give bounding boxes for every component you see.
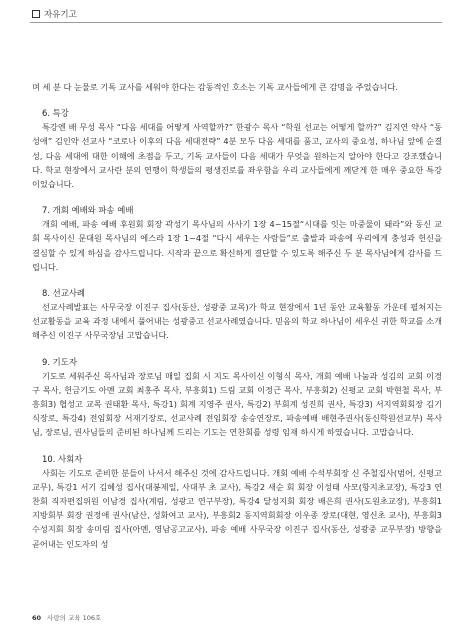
section-title: 8. 선교사례: [42, 288, 86, 299]
section-worship: [32, 203, 442, 274]
header-divider: [30, 22, 442, 23]
page-number: 60: [32, 613, 42, 622]
section-paragraph: 선교사례발표는 사무국장 이진구 집사(동산, 성광중 교목)가 학교 현장에서 1년 동안 교육활동 가운데 펼쳐지는 선교활동을 교육 과정 내에서 풀어내는 성광중고 선교사례였습니다. 믿음의 학교 하나님이 세우신 귀한 학교를 소개해주신 이진구 사무국장님 고맙습니다.: [32, 302, 442, 341]
section-mission-case: [32, 286, 442, 343]
section-paragraph: 특강엔 배 무성 목사 “다음 세대를 어떻게 사역할까?” 한광수 목사 “학원 선교는 어떻게 할까?” 김지연 약사 “동성애” 김인약 선교사 “코로나 이후의 다음 세대전략” 4분 모두 다음 세대를 품고, 교사의 중요성, 하나님 앞에 순결성, 다음 세대에 대한 이해에 초점을 두고, 기독 교사들이 다음 세대가 무엇을 원하는지 알아야 한다고 강조했습니다. 학교 현장에서 교사란 분의 연행이 학생들의 평생진로를 좌우함을 우리 교사들에게 깨닫게 한 매우 중요한 특강이었습니다.: [32, 122, 442, 190]
section-special-lecture: [32, 106, 442, 191]
section-title: 9. 기도자: [42, 356, 77, 367]
section-moderator: [32, 452, 442, 551]
section-paragraph: 개회 예배, 파송 예배 후원회 회장 곽성기 목사님의 사사기 1장 4~15절“시대를 잇는 마중물이 돼라”와 동신 교회 목사이신 문대원 목사님의 에스라 1장 1~4절 “다시 세우는 사람들”로 출발과 파송에 우리에게 충성과 헌신을 결심할 수 있게 하심을 감사드립니다. 시작과 끝으로 확신하게 결단할 수 있도록 해주신 두 분 목사님에게 감사를 드립니다.: [32, 219, 442, 272]
section-prayer: [32, 355, 442, 440]
section-paragraph: 기도로 세워주신 목사님과 장로님 매일 집회 시 지도 목사이신 이형식 목사, 개회 예배 나눔과 성김의 교회 이경구 목사, 헌금기도 아멘 교회 최홍주 목사, 부흥회1) 드림 교회 이정근 목사, 부흥회2) 신평교 교회 박현철 목사, 부흥회3) 협성고 교목 권태환 목사, 특강1) 회계 지영주 권사, 특강2) 부회계 성진희 권사, 특강3) 서지역회회장 김기식장로, 특강4) 전임회장 서재기장로, 선교사례 전임회장 송승연장로, 파송예배 배현주권사(동신학원선교부) 목사님, 장로님, 권사님들의 준비된 하나님께 드리는 기도는 연찬회를 성령 임재 하시게 하였습니다. 고맙습니다.: [32, 370, 442, 438]
intro-paragraph: 며 세 분 다 눈물로 기독 교사를 세워야 한다는 감동적인 호소는 기독 교사들에게 큰 감명을 주었습니다.: [32, 82, 398, 92]
page-footer: [32, 613, 101, 622]
section-header-label: 자유기고: [44, 10, 77, 20]
section-title: 10. 사회자: [42, 453, 83, 464]
section-title: 7. 개회 예배와 파송 예배: [42, 205, 134, 216]
journal-title: 사랑의 교육 106호: [47, 614, 102, 622]
section-paragraph: 사회는 기도로 준비한 분들이 나서서 해주신 것에 감사드립니다. 개회 예배 수석부회장 신 주철집사(범어, 신평고 교무), 특강1 서기 김혜성 집사(대봉제일, 사대부 초 교사), 특강2 새순 회 회장 이성태 사모(항지초교장), 특강3 연찬회 직자편집위원 이남경 집사(계림, 성광고 연구부장), 특강4 달성지회 회장 배은희 권사(도원초교장), 부흥회1 지방회부 회장 권정애 권사(남산, 성화여고 교사), 부흥회2 동지역회회장 이우종 장로(대현, 영신초 교사), 부흥회3 수성지회 회장 송미림 집사(아멘, 영남공고교사), 파송 예배 사무국장 이진구 집사(동산, 성광중 교무부장) 방향을 곧어내는 인도자의 성: [32, 467, 442, 549]
section-header: [32, 8, 77, 20]
section-title: 6. 특강: [42, 108, 69, 119]
checkbox-square-icon: [32, 10, 40, 18]
article-body: [32, 80, 442, 551]
